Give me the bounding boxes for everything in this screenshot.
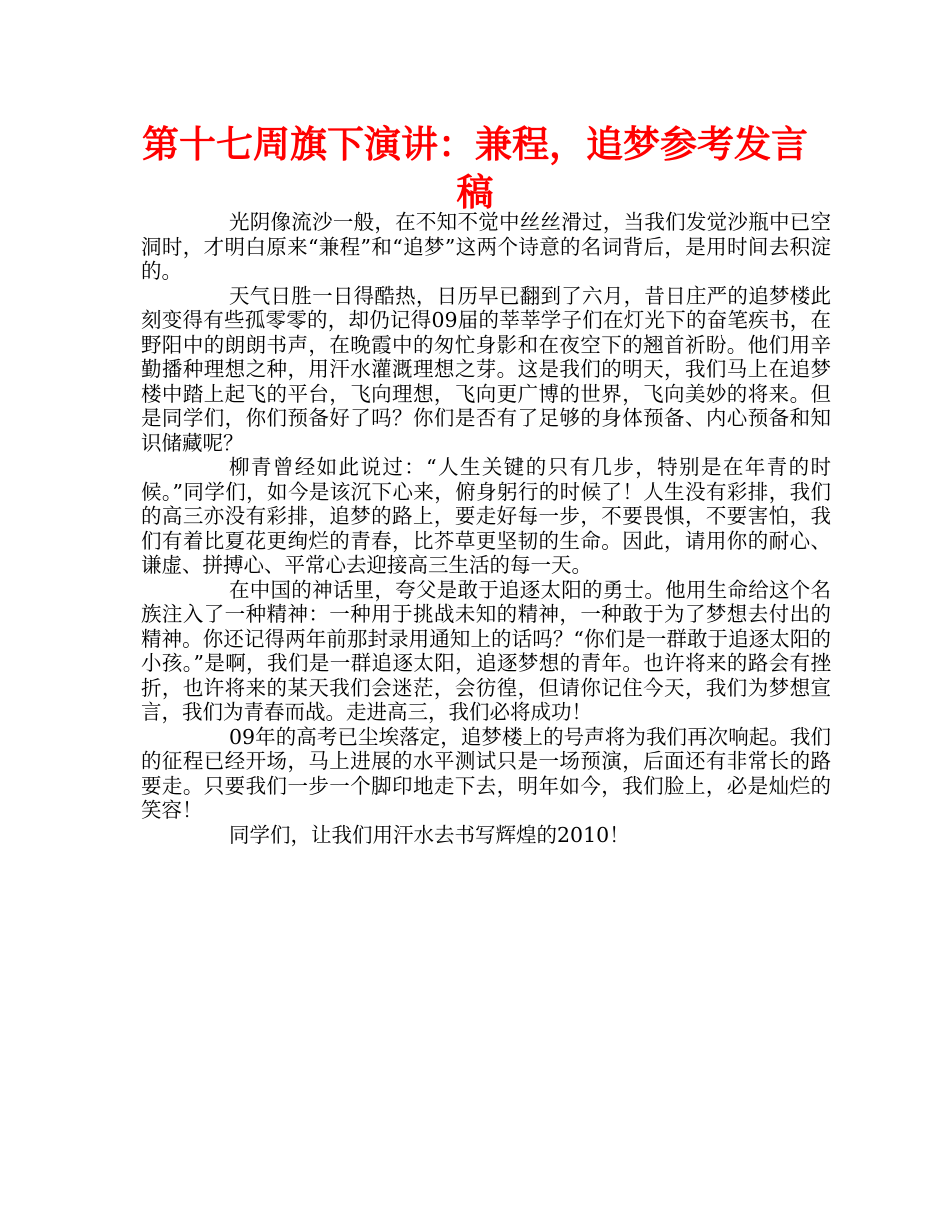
paragraph: 在中国的神话里，夸父是敢于追逐太阳的勇士。他用生命给这个名族注入了一种精神：一种用于挑战未知的精神，一种敢于为了梦想去付出的精神。你还记得两年前那封录用通知上的话吗？“你们是一群敢于追逐太阳的小孩。”是啊，我们是一群追逐太阳，追逐梦想的青年。也许将来的路会有挫折，也许将来的某天我们会迷茫，会彷徨，但请你记住今天，我们为梦想宣言，我们为青春而战。走进高三，我们必将成功！ <box>141 577 831 724</box>
paragraph: 天气日胜一日得酷热，日历早已翻到了六月，昔日庄严的追梦楼此刻变得有些孤零零的，却仍记得09届的莘莘学子们在灯光下的奋笔疾书，在野阳中的朗朗书声，在晚霞中的匆忙身影和在夜空下的翘首祈盼。他们用辛勤播种理想之种，用汗水灌溉理想之芽。这是我们的明天，我们马上在追梦楼中踏上起飞的平台，飞向理想，飞向更广博的世界，飞向美妙的将来。但是同学们，你们预备好了吗？你们是否有了足够的身体预备、内心预备和知识储藏呢？ <box>141 283 831 455</box>
document-body <box>141 210 831 847</box>
paragraph: 柳青曾经如此说过：“人生关键的只有几步，特别是在年青的时候。”同学们，如今是该沉下心来，俯身躬行的时候了！人生没有彩排，我们的高三亦没有彩排，追梦的路上，要走好每一步，不要畏惧，不要害怕，我们有着比夏花更绚烂的青春，比芥草更坚韧的生命。因此，请用你的耐心、谦虚、拼搏心、平常心去迎接高三生活的每一天。 <box>141 455 831 577</box>
paragraph: 同学们，让我们用汗水去书写辉煌的2010！ <box>229 822 630 847</box>
document-title: 第十七周旗下演讲：兼程，追梦参考发言稿 <box>142 123 808 214</box>
paragraph: 09年的高考已尘埃落定，追梦楼上的号声将为我们再次响起。我们的征程已经开场，马上进展的水平测试只是一场预演，后面还有非常长的路要走。只要我们一步一个脚印地走下去，明年如今，我们脸上，必是灿烂的笑容！ <box>141 724 831 822</box>
paragraph: 光阴像流沙一般，在不知不觉中丝丝滑过，当我们发觉沙瓶中已空洞时，才明白原来“兼程”和“追梦”这两个诗意的名词背后，是用时间去积淀的。 <box>141 210 831 283</box>
